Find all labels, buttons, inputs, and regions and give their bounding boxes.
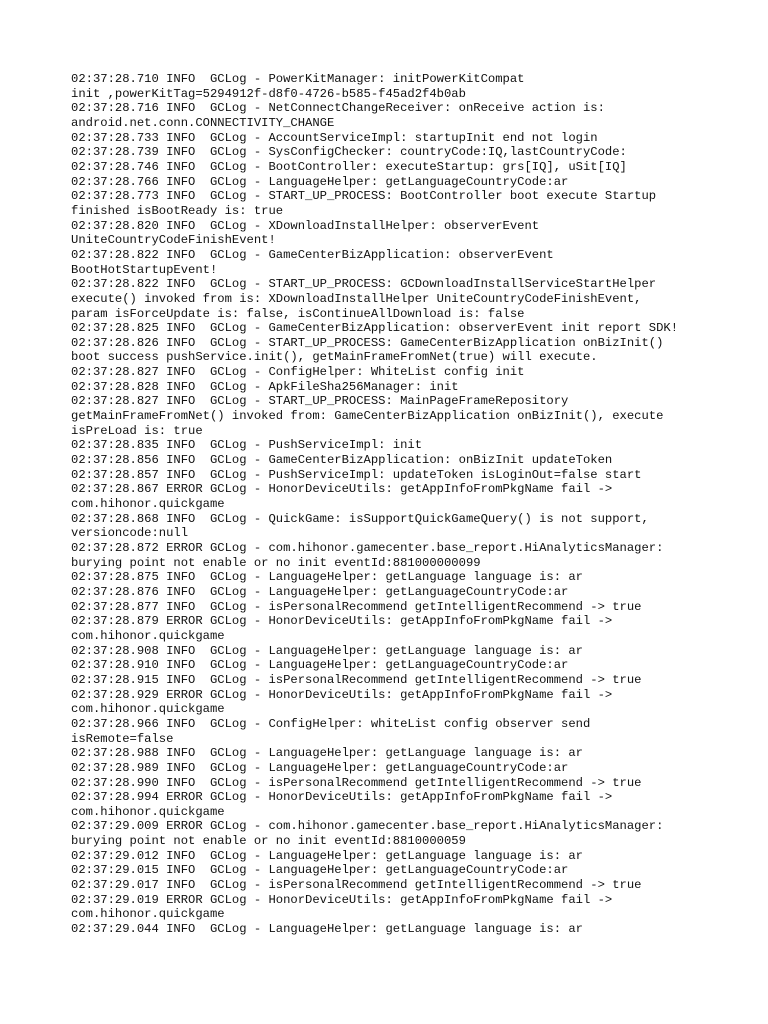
log-line: 02:37:28.766 INFO GCLog - LanguageHelper: getLanguageCountryCode:ar: [71, 174, 569, 189]
log-text-block: [71, 72, 731, 937]
log-line: 02:37:28.876 INFO GCLog - LanguageHelper: getLanguageCountryCode:ar: [71, 584, 569, 599]
log-line: 02:37:28.990 INFO GCLog - isPersonalRecommend getIntelligentRecommend -> true: [71, 775, 642, 790]
log-line: 02:37:28.825 INFO GCLog - GameCenterBizApplication: observerEvent init report SDK!: [71, 321, 679, 336]
log-line: 02:37:28.827 INFO GCLog - ConfigHelper: WhiteList config init: [71, 365, 525, 380]
log-line: 02:37:28.739 INFO GCLog - SysConfigChecker: countryCode:IQ,lastCountryCode:: [71, 145, 627, 160]
log-line: com.hihonor.quickgame: [71, 628, 225, 643]
log-line: 02:37:28.989 INFO GCLog - LanguageHelper: getLanguageCountryCode:ar: [71, 760, 569, 775]
log-line: 02:37:29.019 ERROR GCLog - HonorDeviceUtils: getAppInfoFromPkgName fail ->: [71, 892, 613, 907]
log-line: 02:37:28.877 INFO GCLog - isPersonalRecommend getIntelligentRecommend -> true: [71, 599, 642, 614]
log-line: 02:37:28.988 INFO GCLog - LanguageHelper: getLanguage language is: ar: [71, 746, 583, 761]
log-line: finished isBootReady is: true: [71, 203, 284, 218]
log-line: 02:37:28.828 INFO GCLog - ApkFileSha256Manager: init: [71, 379, 459, 394]
log-line: 02:37:28.966 INFO GCLog - ConfigHelper: whiteList config observer send: [71, 716, 591, 731]
log-line: 02:37:28.868 INFO GCLog - QuickGame: isSupportQuickGameQuery() is not support,: [71, 511, 649, 526]
log-line: burying point not enable or no init eventId:8810000059: [71, 834, 466, 849]
log-line: 02:37:28.875 INFO GCLog - LanguageHelper: getLanguage language is: ar: [71, 570, 583, 585]
log-line: 02:37:29.044 INFO GCLog - LanguageHelper: getLanguage language is: ar: [71, 922, 583, 937]
log-line: 02:37:28.822 INFO GCLog - GameCenterBizApplication: observerEvent: [71, 247, 554, 262]
log-line: 02:37:28.857 INFO GCLog - PushServiceImpl: updateToken isLoginOut=false start: [71, 467, 642, 482]
log-line: 02:37:28.915 INFO GCLog - isPersonalRecommend getIntelligentRecommend -> true: [71, 672, 642, 687]
log-line: 02:37:28.835 INFO GCLog - PushServiceImpl: init: [71, 438, 423, 453]
log-line: execute() invoked from is: XDownloadInstallHelper UniteCountryCodeFinishEvent,: [71, 291, 642, 306]
log-line: 02:37:28.856 INFO GCLog - GameCenterBizApplication: onBizInit updateToken: [71, 453, 613, 468]
log-line: android.net.conn.CONNECTIVITY_CHANGE: [71, 115, 335, 130]
log-line: boot success pushService.init(), getMainFrameFromNet(true) will execute.: [71, 350, 598, 365]
log-line: 02:37:29.009 ERROR GCLog - com.hihonor.gamecenter.base_report.HiAnalyticsManager:: [71, 819, 664, 834]
log-line: isRemote=false: [71, 731, 174, 746]
log-line: 02:37:28.879 ERROR GCLog - HonorDeviceUtils: getAppInfoFromPkgName fail ->: [71, 614, 613, 629]
log-line: 02:37:28.822 INFO GCLog - START_UP_PROCESS: GCDownloadInstallServiceStartHelper: [71, 277, 657, 292]
log-line: init ,powerKitTag=5294912f-d8f0-4726-b585-f45ad2f4b0ab: [71, 86, 466, 101]
log-line: 02:37:28.716 INFO GCLog - NetConnectChangeReceiver: onReceive action is:: [71, 101, 605, 116]
log-line: 02:37:29.017 INFO GCLog - isPersonalRecommend getIntelligentRecommend -> true: [71, 878, 642, 893]
log-line: 02:37:28.773 INFO GCLog - START_UP_PROCESS: BootController boot execute Startup: [71, 189, 657, 204]
log-line: BootHotStartupEvent!: [71, 262, 218, 277]
log-line: getMainFrameFromNet() invoked from: GameCenterBizApplication onBizInit(), execute: [71, 409, 664, 424]
log-line: 02:37:29.015 INFO GCLog - LanguageHelper: getLanguageCountryCode:ar: [71, 863, 569, 878]
log-line: 02:37:28.820 INFO GCLog - XDownloadInstallHelper: observerEvent: [71, 218, 540, 233]
log-line: versioncode:null: [71, 526, 189, 541]
log-line: 02:37:28.872 ERROR GCLog - com.hihonor.gamecenter.base_report.HiAnalyticsManager:: [71, 541, 664, 555]
log-line: burying point not enable or no init eventId:881000000099: [71, 555, 481, 570]
log-line: 02:37:29.012 INFO GCLog - LanguageHelper: getLanguage language is: ar: [71, 848, 583, 863]
log-line: 02:37:28.994 ERROR GCLog - HonorDeviceUtils: getAppInfoFromPkgName fail ->: [71, 790, 613, 805]
log-line: isPreLoad is: true: [71, 423, 203, 438]
log-line: com.hihonor.quickgame: [71, 907, 225, 922]
log-line: 02:37:28.827 INFO GCLog - START_UP_PROCESS: MainPageFrameRepository: [71, 394, 569, 409]
log-line: 02:37:28.867 ERROR GCLog - HonorDeviceUtils: getAppInfoFromPkgName fail ->: [71, 482, 613, 497]
log-line: com.hihonor.quickgame: [71, 804, 225, 819]
log-line: 02:37:28.733 INFO GCLog - AccountServiceImpl: startupInit end not login: [71, 130, 598, 145]
log-line: 02:37:28.826 INFO GCLog - START_UP_PROCESS: GameCenterBizApplication onBizInit(): [71, 335, 664, 350]
log-line: 02:37:28.908 INFO GCLog - LanguageHelper: getLanguage language is: ar: [71, 643, 583, 658]
log-line: com.hihonor.quickgame: [71, 497, 225, 512]
log-line: 02:37:28.746 INFO GCLog - BootController: executeStartup: grs[IQ], uSit[IQ]: [71, 159, 627, 174]
log-line: UniteCountryCodeFinishEvent!: [71, 233, 276, 248]
log-line: 02:37:28.710 INFO GCLog - PowerKitManager: initPowerKitCompat: [71, 72, 525, 86]
log-line: 02:37:28.910 INFO GCLog - LanguageHelper: getLanguageCountryCode:ar: [71, 658, 569, 673]
log-line: com.hihonor.quickgame: [71, 702, 225, 717]
log-line: param isForceUpdate is: false, isContinueAllDownload is: false: [71, 306, 525, 321]
log-line: 02:37:28.929 ERROR GCLog - HonorDeviceUtils: getAppInfoFromPkgName fail ->: [71, 687, 613, 702]
